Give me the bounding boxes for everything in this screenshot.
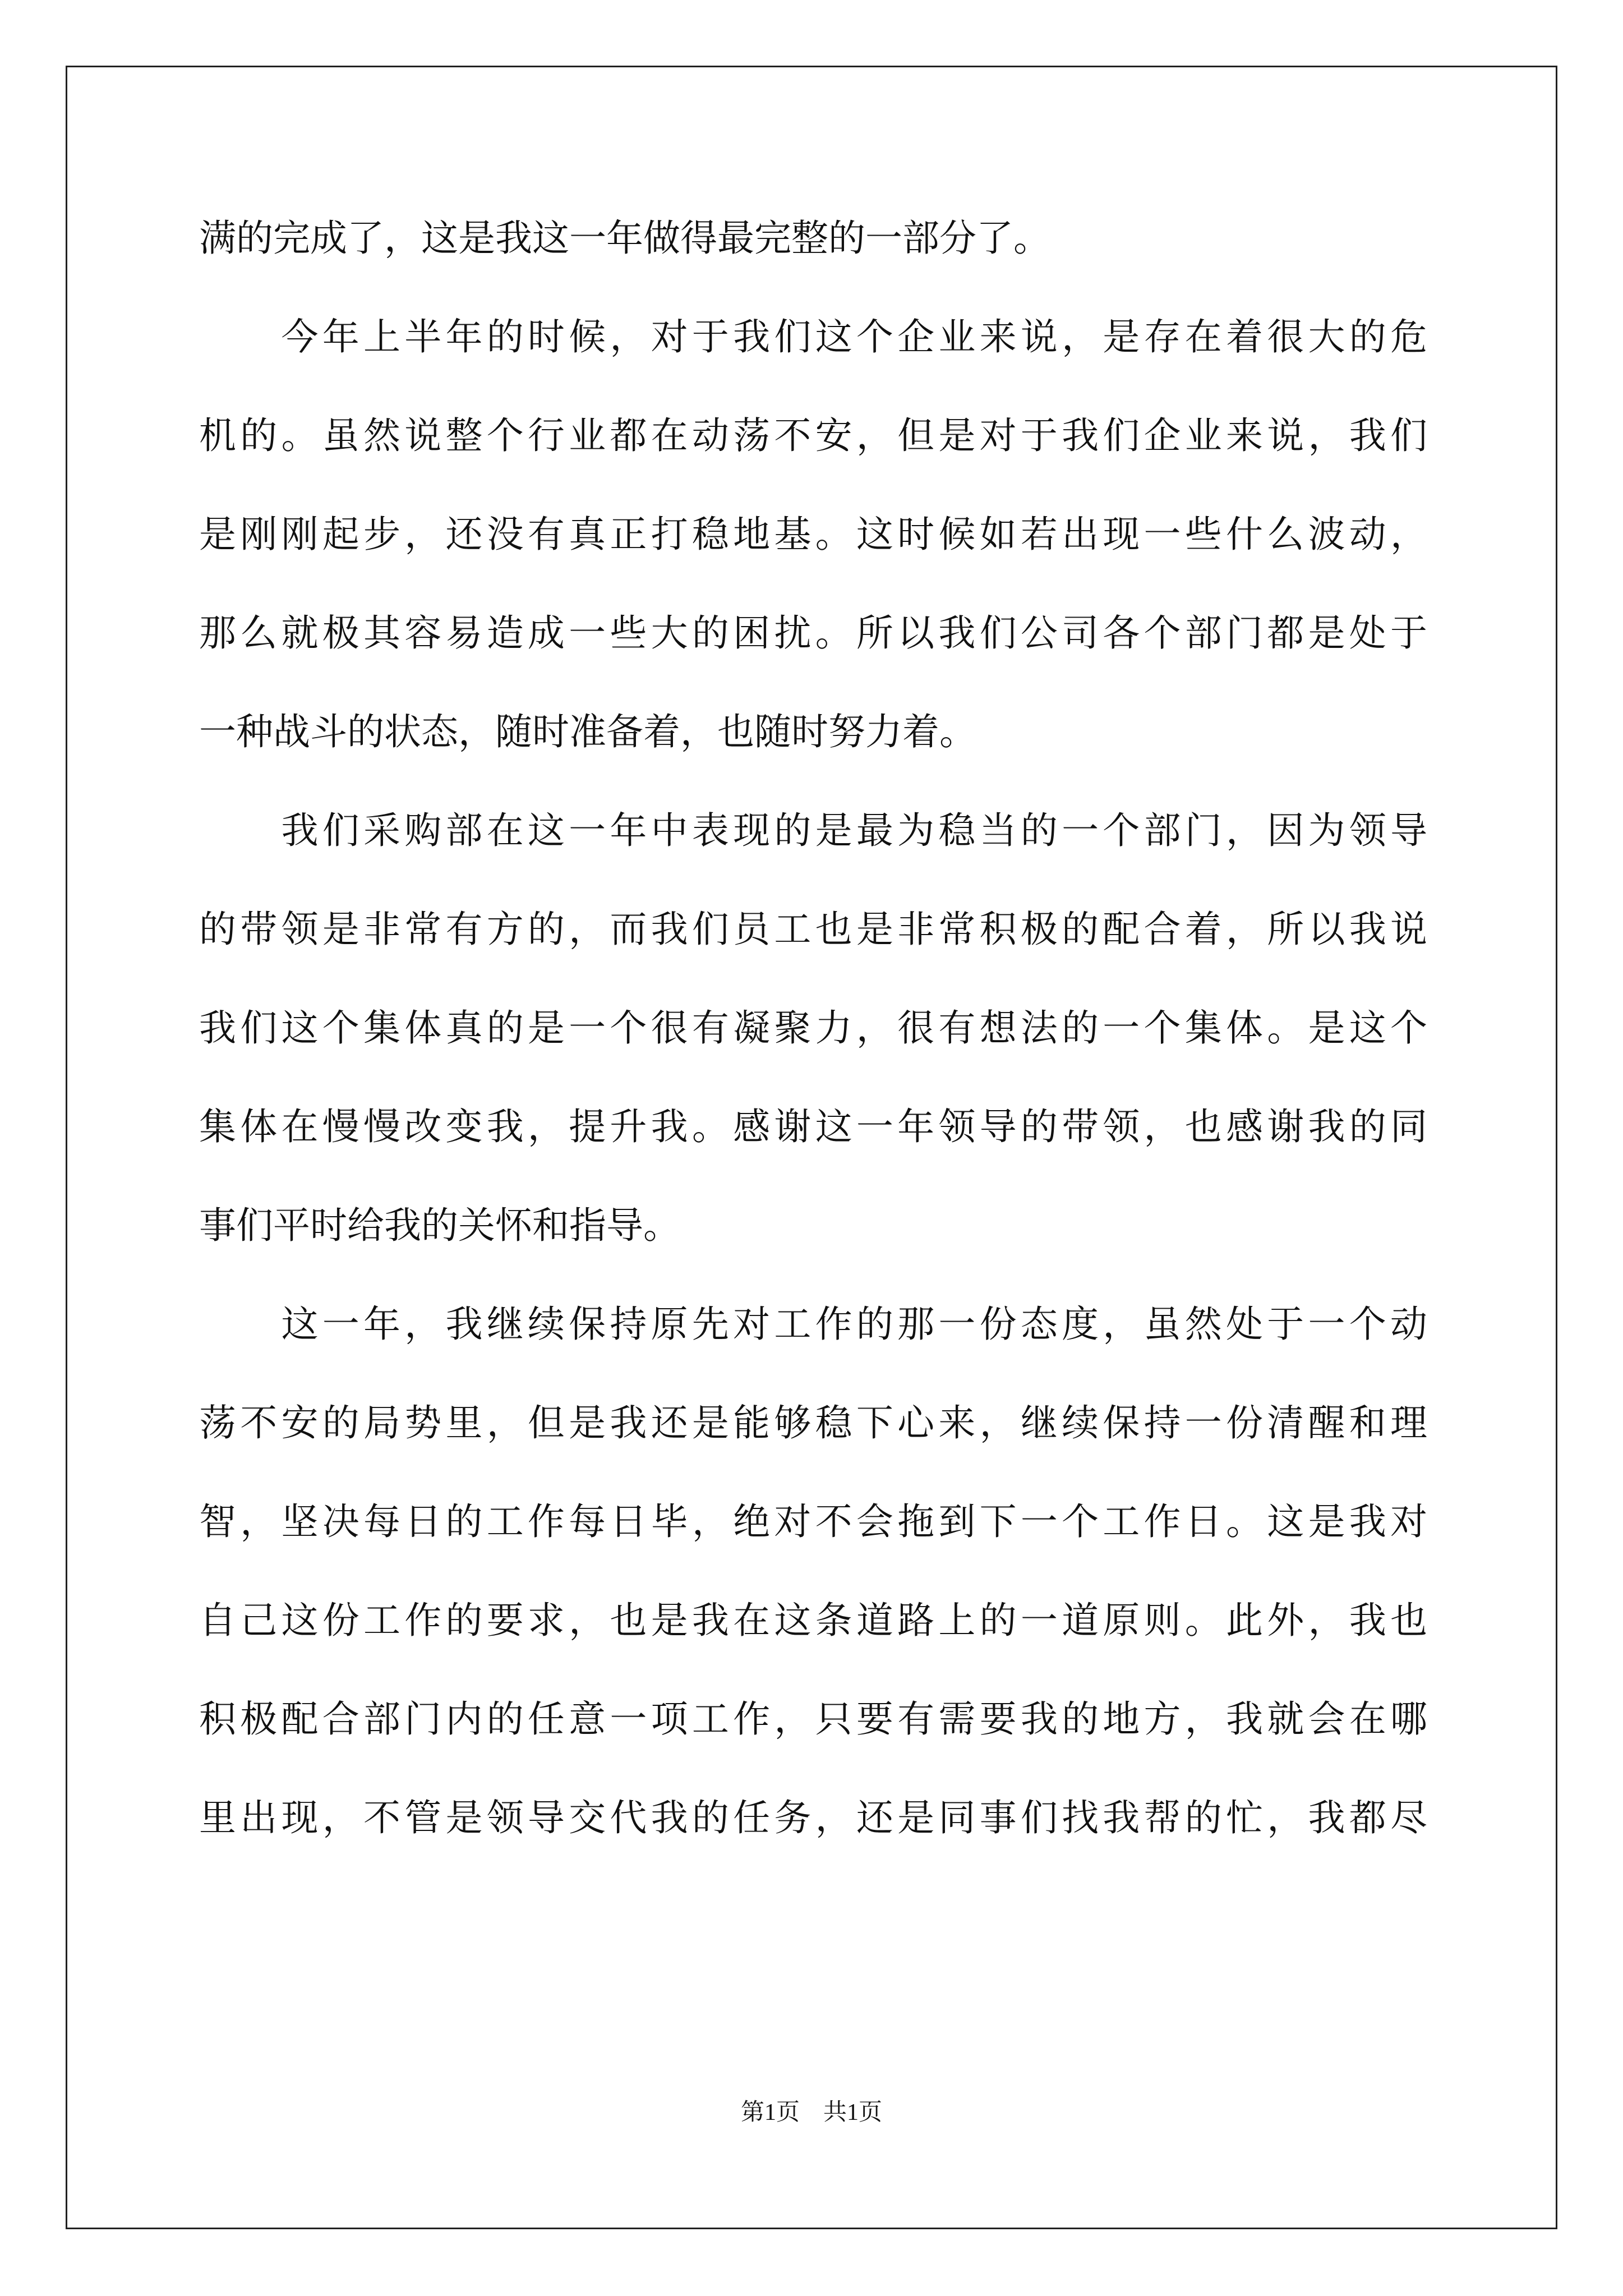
text-line: 一种战斗的状态，随时准备着，也随时努力着。 xyxy=(199,710,976,753)
text-line: 里出现，不管是领导交代我的任务，还是同事们找我帮的忙，我都尽 xyxy=(199,1796,1427,1839)
text-line: 这一年，我继续保持原先对工作的那一份态度，虽然处于一个动 xyxy=(199,1303,1427,1346)
text-line: 智，坚决每日的工作每日毕，绝对不会拖到下一个工作日。这是我对 xyxy=(199,1500,1427,1543)
page-footer: 第1页 共1页 xyxy=(740,2100,882,2125)
text-line: 荡不安的局势里，但是我还是能够稳下心来，继续保持一份清醒和理 xyxy=(199,1401,1427,1444)
text-line: 积极配合部门内的任意一项工作，只要有需要我的地方，我就会在哪 xyxy=(199,1697,1427,1741)
text-line: 集体在慢慢改变我，提升我。感谢这一年领导的带领，也感谢我的同 xyxy=(199,1105,1427,1148)
text-line: 机的。虽然说整个行业都在动荡不安，但是对于我们企业来说，我们 xyxy=(199,414,1427,457)
text-line: 满的完成了，这是我这一年做得最完整的一部分了。 xyxy=(199,217,1050,260)
text-line: 今年上半年的时候，对于我们这个企业来说，是存在着很大的危 xyxy=(199,315,1427,358)
text-line: 我们这个集体真的是一个很有凝聚力，很有想法的一个集体。是这个 xyxy=(199,1006,1427,1050)
text-line: 事们平时给我的关怀和指导。 xyxy=(199,1204,680,1247)
text-line: 的带领是非常有方的，而我们员工也是非常积极的配合着，所以我说 xyxy=(199,908,1427,951)
text-line: 我们采购部在这一年中表现的是最为稳当的一个部门，因为领导 xyxy=(199,809,1427,852)
text-line: 自己这份工作的要求，也是我在这条道路上的一道原则。此外，我也 xyxy=(199,1599,1427,1642)
text-line: 那么就极其容易造成一些大的困扰。所以我们公司各个部门都是处于 xyxy=(199,611,1427,655)
text-line: 是刚刚起步，还没有真正打稳地基。这时候如若出现一些什么波动， xyxy=(199,513,1427,556)
